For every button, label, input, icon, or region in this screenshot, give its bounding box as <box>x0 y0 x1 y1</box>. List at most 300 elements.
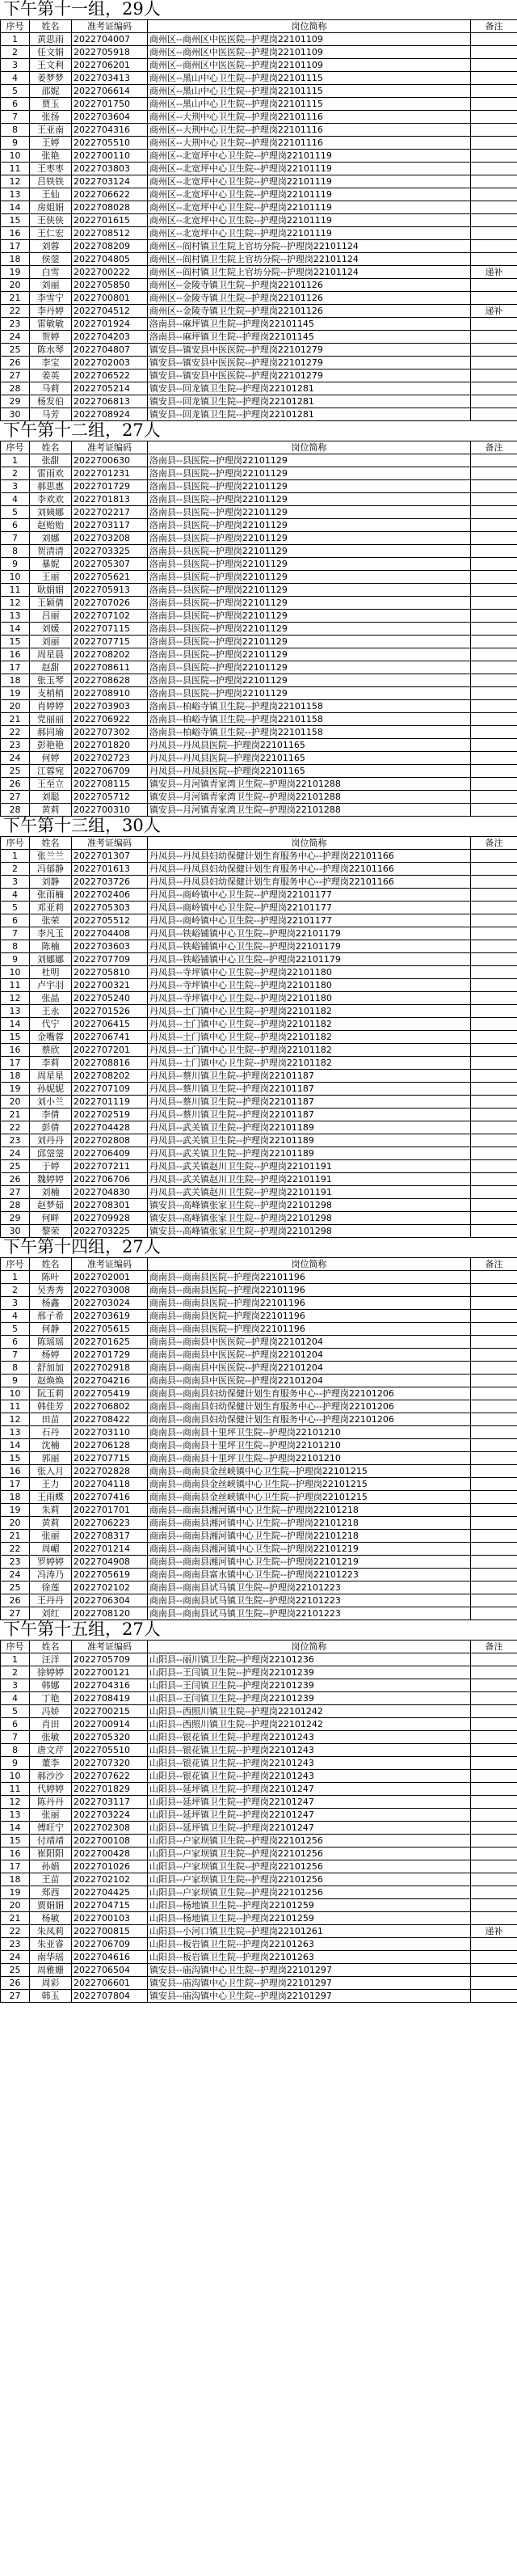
cell-note <box>471 1964 517 1977</box>
table-row <box>1 1925 517 1938</box>
cell-pos: 镇安县--镇安县中医医院--护理岗22101279 <box>148 357 471 370</box>
cell-pos: 山阳县--银花镇卫生院--护理岗22101243 <box>148 1731 471 1744</box>
cell-id: 2022706622 <box>72 188 148 201</box>
cell-name: 刘丽 <box>30 636 72 648</box>
cell-note <box>471 863 517 876</box>
cell-no: 17 <box>1 1860 30 1873</box>
cell-note <box>471 493 517 506</box>
cell-id: 2022704216 <box>72 1375 148 1387</box>
cell-no: 1 <box>1 850 30 863</box>
cell-pos: 洛南县--柏峪寺镇卫生院--护理岗22101158 <box>148 700 471 713</box>
cell-no: 10 <box>1 1387 30 1400</box>
cell-note <box>471 1212 517 1225</box>
cell-pos: 商南县--商南县湘河镇中心卫生院--护理岗22101218 <box>148 1530 471 1543</box>
cell-pos: 商南县--商南县十里坪卫生院--护理岗22101210 <box>148 1426 471 1439</box>
table-row <box>1 188 517 201</box>
cell-id: 2022708816 <box>72 1057 148 1070</box>
table-row <box>1 661 517 674</box>
table-row <box>1 201 517 214</box>
cell-pos: 洛南县--柏峪寺镇卫生院--护理岗22101158 <box>148 713 471 726</box>
cell-id: 2022707709 <box>72 953 148 966</box>
cell-no: 7 <box>1 927 30 940</box>
table-row <box>1 1083 517 1096</box>
table-row <box>1 532 517 545</box>
table-row <box>1 927 517 940</box>
table-row <box>1 493 517 506</box>
cell-id: 2022701924 <box>72 318 148 331</box>
cell-id: 2022702723 <box>72 752 148 765</box>
cell-pos: 商州区--金陵寺镇卫生院--护理岗22101126 <box>148 305 471 318</box>
table-row <box>1 1556 517 1569</box>
cell-name: 耿娟娟 <box>30 584 72 597</box>
cell-name: 姜英 <box>30 370 72 382</box>
cell-id: 2022700321 <box>72 979 148 992</box>
cell-no: 22 <box>1 1543 30 1556</box>
cell-no: 22 <box>1 1925 30 1938</box>
cell-name: 贺清清 <box>30 545 72 558</box>
cell-pos: 镇安县--庙沟镇中心卫生院--护理岗22101297 <box>148 1977 471 1990</box>
cell-note <box>471 137 517 150</box>
cell-id: 2022705712 <box>72 791 148 804</box>
cell-pos: 丹凤县--蔡川镇卫生院--护理岗22101187 <box>148 1083 471 1096</box>
cell-note <box>471 661 517 674</box>
cell-note <box>471 124 517 137</box>
cell-pos: 商州区--大荆中心卫生院--护理岗22101116 <box>148 137 471 150</box>
cell-note <box>471 545 517 558</box>
cell-id: 2022706128 <box>72 1439 148 1452</box>
cell-pos: 洛南县--麻坪镇卫生院--护理岗22101145 <box>148 331 471 344</box>
cell-note <box>471 1083 517 1096</box>
cell-note <box>471 1594 517 1607</box>
cell-pos: 商南县--商南县金丝峡镇中心卫生院--护理岗22101215 <box>148 1465 471 1478</box>
cell-no: 19 <box>1 687 30 700</box>
cell-pos: 商州区--北宽坪中心卫生院--护理岗22101119 <box>148 188 471 201</box>
cell-note <box>471 1679 517 1692</box>
cell-name: 王苗 <box>30 1873 72 1886</box>
cell-note <box>471 1310 517 1323</box>
cell-no: 26 <box>1 1173 30 1186</box>
table-row <box>1 279 517 292</box>
cell-id: 2022701729 <box>72 480 148 493</box>
table-row <box>1 98 517 111</box>
cell-name: 于婷 <box>30 1160 72 1173</box>
cell-note <box>471 1375 517 1387</box>
cell-id: 2022706223 <box>72 1517 148 1530</box>
cell-id: 2022700103 <box>72 1912 148 1925</box>
cell-id: 2022708317 <box>72 1530 148 1543</box>
cell-name: 任文娟 <box>30 46 72 59</box>
cell-note <box>471 1018 517 1031</box>
cell-name: 马芳 <box>30 408 72 421</box>
table-row <box>1 902 517 914</box>
cell-pos: 洛南县--县医院--护理岗22101129 <box>148 480 471 493</box>
cell-pos: 洛南县--柏峪寺镇卫生院--护理岗22101158 <box>148 726 471 739</box>
cell-note <box>471 408 517 421</box>
cell-name: 张荣 <box>30 914 72 927</box>
cell-name: 陈瑶瑶 <box>30 1336 72 1349</box>
cell-id: 2022705419 <box>72 1387 148 1400</box>
cell-pos: 商州区--北宽坪中心卫生院--护理岗22101119 <box>148 214 471 227</box>
cell-id: 2022708512 <box>72 227 148 240</box>
cell-no: 25 <box>1 1160 30 1173</box>
table-row <box>1 636 517 648</box>
cell-name: 李宝 <box>30 357 72 370</box>
cell-note <box>471 1718 517 1731</box>
cell-name: 张敏 <box>30 1731 72 1744</box>
cell-pos: 丹凤县--蔡川镇卫生院--护理岗22101187 <box>148 1070 471 1083</box>
cell-id: 2022705303 <box>72 902 148 914</box>
cell-no: 9 <box>1 558 30 571</box>
cell-pos: 山阳县--延坪镇卫生院--护理岗22101247 <box>148 1783 471 1796</box>
cell-no: 11 <box>1 163 30 175</box>
cell-no: 21 <box>1 292 30 305</box>
cell-name: 冯涛乃 <box>30 1569 72 1581</box>
cell-id: 2022706709 <box>72 765 148 778</box>
table-row <box>1 648 517 661</box>
cell-name: 黎荣 <box>30 1225 72 1238</box>
cell-name: 南华瑶 <box>30 1951 72 1964</box>
cell-no: 25 <box>1 1581 30 1594</box>
cell-no: 16 <box>1 1044 30 1057</box>
cell-no: 19 <box>1 266 30 279</box>
table-row <box>1 1478 517 1491</box>
cell-name: 王颖倩 <box>30 597 72 610</box>
cell-id: 2022703604 <box>72 111 148 124</box>
cell-pos: 山阳县--西照川镇卫生院--护理岗22101242 <box>148 1718 471 1731</box>
cell-no: 15 <box>1 214 30 227</box>
cell-no: 6 <box>1 519 30 532</box>
cell-note <box>471 914 517 927</box>
table-row <box>1 940 517 953</box>
cell-pos: 商州区--北宽坪中心卫生院--护理岗22101119 <box>148 163 471 175</box>
cell-pos: 洛南县--县医院--护理岗22101129 <box>148 674 471 687</box>
cell-pos: 洛南县--县医院--护理岗22101129 <box>148 493 471 506</box>
cell-id: 2022702828 <box>72 1465 148 1478</box>
cell-no: 5 <box>1 902 30 914</box>
cell-no: 4 <box>1 1310 30 1323</box>
table-row <box>1 1873 517 1886</box>
cell-name: 赵甜 <box>30 661 72 674</box>
cell-note <box>471 1005 517 1018</box>
table-row <box>1 357 517 370</box>
cell-note <box>471 1556 517 1569</box>
table-row <box>1 370 517 382</box>
cell-pos: 商南县--商南县湘河镇中心卫生院--护理岗22101218 <box>148 1504 471 1517</box>
cell-name: 金嘴蓉 <box>30 1031 72 1044</box>
table-row <box>1 726 517 739</box>
cell-pos: 洛南县--县医院--护理岗22101129 <box>148 597 471 610</box>
cell-pos: 洛南县--县医院--护理岗22101129 <box>148 623 471 636</box>
cell-note <box>471 344 517 357</box>
cell-note <box>471 1581 517 1594</box>
table-row <box>1 454 517 467</box>
cell-pos: 丹凤县--寺坪镇中心卫生院--护理岗22101180 <box>148 979 471 992</box>
cell-pos: 商州区--阎村镇卫生院上官坊分院--护理岗22101124 <box>148 253 471 266</box>
cell-name: 刘聪 <box>30 791 72 804</box>
cell-note <box>471 1848 517 1860</box>
table-row <box>1 1504 517 1517</box>
cell-name: 孙娟 <box>30 1860 72 1873</box>
cell-name: 郝沙沙 <box>30 1770 72 1783</box>
cell-pos: 商南县--商南县医院--护理岗22101196 <box>148 1284 471 1297</box>
header-note: 备注 <box>471 441 517 454</box>
cell-no: 6 <box>1 914 30 927</box>
cell-no: 17 <box>1 661 30 674</box>
cell-no: 18 <box>1 674 30 687</box>
cell-no: 11 <box>1 584 30 597</box>
table-row <box>1 1666 517 1679</box>
cell-name: 冯娇 <box>30 1705 72 1718</box>
cell-id: 2022707416 <box>72 1491 148 1504</box>
cell-pos: 商州区--金陵寺镇卫生院--护理岗22101126 <box>148 292 471 305</box>
cell-pos: 山阳县--王闫镇卫生院--护理岗22101239 <box>148 1666 471 1679</box>
table-row <box>1 1349 517 1362</box>
cell-name: 张兰兰 <box>30 850 72 863</box>
cell-name: 卢宇羽 <box>30 979 72 992</box>
cell-pos: 丹凤县--武关镇赵川卫生院--护理岗22101191 <box>148 1173 471 1186</box>
cell-id: 2022703325 <box>72 545 148 558</box>
cell-name: 韩玉 <box>30 1990 72 2003</box>
table-row <box>1 1977 517 1990</box>
cell-name: 贾玉 <box>30 98 72 111</box>
cell-no: 17 <box>1 1057 30 1070</box>
table-row <box>1 1070 517 1083</box>
cell-name: 刘静 <box>30 876 72 889</box>
cell-no: 3 <box>1 876 30 889</box>
cell-no: 16 <box>1 648 30 661</box>
cell-name: 侯蓥 <box>30 253 72 266</box>
table-row <box>1 382 517 395</box>
cell-id: 2022704118 <box>72 1478 148 1491</box>
cell-note <box>471 1044 517 1057</box>
cell-name: 张雨楠 <box>30 889 72 902</box>
cell-name: 张入月 <box>30 1465 72 1478</box>
roster-table <box>0 19 517 421</box>
cell-id: 2022708120 <box>72 1607 148 1620</box>
cell-note <box>471 610 517 623</box>
cell-id: 2022702003 <box>72 357 148 370</box>
header-position: 岗位简称 <box>148 1258 471 1271</box>
cell-name: 刘红 <box>30 1607 72 1620</box>
header-name: 姓名 <box>30 1641 72 1653</box>
cell-name: 王雨蝶 <box>30 1491 72 1504</box>
table-header-row <box>1 837 517 850</box>
table-row <box>1 1173 517 1186</box>
cell-note <box>471 558 517 571</box>
cell-pos: 山阳县--板岩镇卫生院--护理岗22101263 <box>148 1938 471 1951</box>
cell-pos: 商南县--商南县湘河镇中心卫生院--护理岗22101218 <box>148 1517 471 1530</box>
cell-id: 2022704316 <box>72 124 148 137</box>
cell-name: 刘姨娜 <box>30 506 72 519</box>
header-id: 准考证编码 <box>72 837 148 850</box>
table-row <box>1 124 517 137</box>
cell-id: 2022708628 <box>72 674 148 687</box>
cell-name: 杨发伯 <box>30 395 72 408</box>
cell-no: 15 <box>1 636 30 648</box>
cell-pos: 丹凤县--土门镇中心卫生院--护理岗22101182 <box>148 1018 471 1031</box>
cell-id: 2022706504 <box>72 1964 148 1977</box>
cell-id: 2022701613 <box>72 863 148 876</box>
cell-note <box>471 506 517 519</box>
cell-id: 2022702001 <box>72 1271 148 1284</box>
cell-id: 2022706601 <box>72 1977 148 1990</box>
cell-id: 2022704428 <box>72 1121 148 1134</box>
cell-pos: 山阳县--延坪镇卫生院--护理岗22101247 <box>148 1809 471 1822</box>
cell-note <box>471 726 517 739</box>
cell-no: 23 <box>1 739 30 752</box>
cell-note <box>471 382 517 395</box>
cell-no: 12 <box>1 1796 30 1809</box>
cell-no: 15 <box>1 1031 30 1044</box>
cell-note <box>471 804 517 817</box>
cell-no: 20 <box>1 279 30 292</box>
cell-no: 26 <box>1 778 30 791</box>
cell-pos: 丹凤县--丹凤县医院--护理岗22101165 <box>148 739 471 752</box>
cell-id: 2022706802 <box>72 1400 148 1413</box>
cell-id: 2022705810 <box>72 966 148 979</box>
table-row <box>1 163 517 175</box>
roster-table <box>0 1640 517 2003</box>
cell-no: 7 <box>1 1731 30 1744</box>
cell-name: 党丽丽 <box>30 713 72 726</box>
cell-note <box>471 687 517 700</box>
cell-id: 2022701701 <box>72 1504 148 1517</box>
table-row <box>1 1822 517 1835</box>
group-title: 下午第十三组，30人 <box>3 816 161 835</box>
cell-no: 30 <box>1 1225 30 1238</box>
table-row <box>1 318 517 331</box>
cell-pos: 商州区--大荆中心卫生院--护理岗22101116 <box>148 124 471 137</box>
cell-id: 2022705307 <box>72 558 148 571</box>
table-row <box>1 752 517 765</box>
table-row <box>1 584 517 597</box>
cell-note <box>471 700 517 713</box>
cell-name: 肖婷婷 <box>30 700 72 713</box>
cell-no: 10 <box>1 966 30 979</box>
cell-name: 雷雨欢 <box>30 467 72 480</box>
cell-no: 14 <box>1 623 30 636</box>
cell-no: 2 <box>1 1284 30 1297</box>
table-row <box>1 1018 517 1031</box>
cell-name: 李莉 <box>30 1057 72 1070</box>
cell-id: 2022705709 <box>72 1653 148 1666</box>
cell-no: 3 <box>1 1297 30 1310</box>
cell-note <box>471 201 517 214</box>
table-row <box>1 480 517 493</box>
cell-no: 25 <box>1 344 30 357</box>
cell-no: 22 <box>1 726 30 739</box>
cell-pos: 商州区--黑山中心卫生院--护理岗22101115 <box>148 85 471 98</box>
cell-id: 2022701729 <box>72 1349 148 1362</box>
cell-name: 邢子希 <box>30 1310 72 1323</box>
group-title: 下午第十二组，27人 <box>3 420 161 440</box>
cell-note <box>471 111 517 124</box>
cell-note <box>471 1070 517 1083</box>
cell-name: 沈楠 <box>30 1439 72 1452</box>
cell-no: 13 <box>1 1426 30 1439</box>
table-row <box>1 558 517 571</box>
cell-name: 黄莉 <box>30 804 72 817</box>
cell-no: 27 <box>1 791 30 804</box>
cell-pos: 商南县--商南县妇幼保健计划生育服务中心--护理岗22101206 <box>148 1387 471 1400</box>
cell-id: 2022701829 <box>72 1783 148 1796</box>
table-row <box>1 1770 517 1783</box>
header-position: 岗位简称 <box>148 837 471 850</box>
cell-pos: 商南县--商南县医院--护理岗22101196 <box>148 1310 471 1323</box>
cell-no: 29 <box>1 395 30 408</box>
table-row <box>1 1387 517 1400</box>
cell-note <box>471 1757 517 1770</box>
table-row <box>1 1757 517 1770</box>
cell-no: 1 <box>1 1271 30 1284</box>
cell-pos: 丹凤县--寺坪镇中心卫生院--护理岗22101180 <box>148 966 471 979</box>
cell-note <box>471 1705 517 1718</box>
cell-note <box>471 1951 517 1964</box>
cell-id: 2022700110 <box>72 150 148 163</box>
cell-id: 2022705320 <box>72 1731 148 1744</box>
cell-no: 4 <box>1 493 30 506</box>
cell-pos: 镇安县--月河镇青家湾卫生院--护理岗22101288 <box>148 791 471 804</box>
cell-name: 贾娟娟 <box>30 1899 72 1912</box>
cell-no: 5 <box>1 1705 30 1718</box>
cell-note <box>471 240 517 253</box>
cell-id: 2022708422 <box>72 1413 148 1426</box>
cell-pos: 商南县--商南县试马镇卫生院--护理岗22101223 <box>148 1607 471 1620</box>
cell-no: 9 <box>1 953 30 966</box>
cell-no: 20 <box>1 1899 30 1912</box>
cell-name: 王丽 <box>30 571 72 584</box>
cell-note <box>471 279 517 292</box>
cell-no: 3 <box>1 59 30 72</box>
cell-name: 韩佳芳 <box>30 1400 72 1413</box>
cell-no: 12 <box>1 175 30 188</box>
cell-note <box>471 674 517 687</box>
cell-no: 20 <box>1 1517 30 1530</box>
table-row <box>1 1912 517 1925</box>
cell-note <box>471 1860 517 1873</box>
cell-id: 2022707115 <box>72 623 148 636</box>
cell-pos: 丹凤县--商岭镇中心卫生院--护理岗22101177 <box>148 914 471 927</box>
cell-pos: 山阳县--王闫镇卫生院--护理岗22101239 <box>148 1679 471 1692</box>
cell-note <box>471 1835 517 1848</box>
cell-no: 25 <box>1 1964 30 1977</box>
cell-name: 彭倩 <box>30 1121 72 1134</box>
table-row <box>1 545 517 558</box>
cell-pos: 商州区--北宽坪中心卫生院--护理岗22101119 <box>148 175 471 188</box>
cell-no: 20 <box>1 1096 30 1109</box>
cell-id: 2022702406 <box>72 889 148 902</box>
cell-pos: 商州区--黑山中心卫生院--护理岗22101115 <box>148 98 471 111</box>
cell-note <box>471 1666 517 1679</box>
cell-note <box>471 1349 517 1362</box>
cell-name: 唐文芹 <box>30 1744 72 1757</box>
cell-note <box>471 1504 517 1517</box>
header-id: 准考证编码 <box>72 20 148 33</box>
header-no: 序号 <box>1 20 30 33</box>
table-row <box>1 240 517 253</box>
cell-note <box>471 953 517 966</box>
table-row <box>1 1323 517 1336</box>
table-header-row <box>1 441 517 454</box>
cell-no: 27 <box>1 370 30 382</box>
cell-id: 2022700630 <box>72 454 148 467</box>
table-row <box>1 1297 517 1310</box>
cell-pos: 丹凤县--土门镇中心卫生院--护理岗22101182 <box>148 1057 471 1070</box>
header-position: 岗位简称 <box>148 1641 471 1653</box>
cell-no: 7 <box>1 1349 30 1362</box>
cell-no: 20 <box>1 700 30 713</box>
cell-id: 2022700121 <box>72 1666 148 1679</box>
